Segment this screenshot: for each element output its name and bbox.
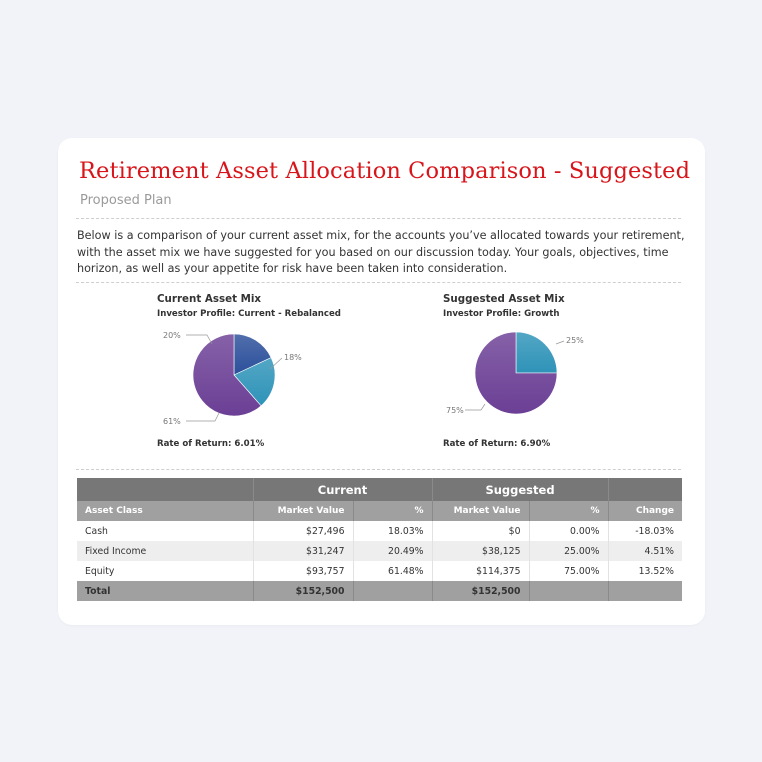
header-asset-class: Asset Class bbox=[77, 501, 253, 521]
divider bbox=[76, 282, 681, 283]
suggested-chart-title: Suggested Asset Mix bbox=[443, 293, 565, 305]
pie-label-cash: 18% bbox=[284, 353, 302, 362]
cell-suggested-percent: 0.00% bbox=[529, 521, 608, 541]
cell-current-market-value: $27,496 bbox=[253, 521, 353, 541]
table-group-spacer bbox=[77, 478, 253, 501]
table-row bbox=[77, 521, 682, 541]
cell-suggested-market-value: $0 bbox=[432, 521, 529, 541]
pie-label-fixed-income: 20% bbox=[163, 331, 181, 340]
page-subtitle: Proposed Plan bbox=[80, 193, 172, 208]
cell-suggested-market-value: $114,375 bbox=[432, 561, 529, 581]
cell-change: -18.03% bbox=[608, 521, 682, 541]
pie-label-equity: 61% bbox=[163, 417, 181, 426]
cell-change: 4.51% bbox=[608, 541, 682, 561]
suggested-investor-profile: Investor Profile: Growth bbox=[443, 309, 560, 319]
current-chart-block bbox=[157, 293, 397, 453]
cell-total-change bbox=[608, 581, 682, 601]
cell-suggested-percent: 25.00% bbox=[529, 541, 608, 561]
intro-paragraph: Below is a comparison of your current asset mix, for the accounts you’ve allocated towards your retirement, with the asset mix we have suggested for you based on our discussion today. Your goals, objectives, time horizon, as well as your appetite for risk have been taken into consideration. bbox=[77, 229, 685, 275]
report-card bbox=[58, 138, 705, 625]
cell-total-current-market-value: $152,500 bbox=[253, 581, 353, 601]
cell-suggested-percent: 75.00% bbox=[529, 561, 608, 581]
cell-asset-class: Equity bbox=[85, 565, 115, 577]
leader-line bbox=[556, 341, 564, 344]
allocation-table bbox=[77, 478, 682, 601]
leader-line bbox=[465, 404, 485, 410]
pie-label-equity: 75% bbox=[446, 406, 464, 415]
current-investor-profile: Investor Profile: Current - Rebalanced bbox=[157, 309, 341, 319]
suggested-pie-chart bbox=[443, 321, 663, 441]
cell-total-suggested-market-value: $152,500 bbox=[432, 581, 529, 601]
leader-line bbox=[186, 335, 212, 344]
current-pie-chart bbox=[157, 321, 377, 441]
header-current-market-value: Market Value bbox=[253, 501, 353, 521]
cell-current-percent: 61.48% bbox=[353, 561, 432, 581]
header-suggested-percent: % bbox=[529, 501, 608, 521]
cell-total-current-percent bbox=[353, 581, 432, 601]
table-row bbox=[77, 561, 682, 581]
group-current: Current bbox=[253, 478, 432, 501]
current-chart-title: Current Asset Mix bbox=[157, 293, 261, 305]
cell-total-suggested-percent bbox=[529, 581, 608, 601]
table-group-spacer bbox=[608, 478, 682, 501]
cell-asset-class: Fixed Income bbox=[77, 541, 253, 561]
group-suggested: Suggested bbox=[432, 478, 608, 501]
divider bbox=[76, 218, 681, 219]
pie-slice-fixed-income bbox=[516, 332, 557, 373]
cell-current-market-value: $93,757 bbox=[253, 561, 353, 581]
suggested-rate-of-return: Rate of Return: 6.90% bbox=[443, 439, 551, 449]
header-suggested-market-value: Market Value bbox=[432, 501, 529, 521]
current-rate-of-return: Rate of Return: 6.01% bbox=[157, 439, 265, 449]
cell-total-label: Total bbox=[77, 581, 253, 601]
cell-suggested-market-value: $38,125 bbox=[432, 541, 529, 561]
cell-asset-class: Cash bbox=[85, 525, 108, 537]
leader-line bbox=[186, 413, 219, 421]
pie-label-fixed-income: 25% bbox=[566, 336, 584, 345]
table-group-header bbox=[77, 478, 682, 501]
header-change: Change bbox=[608, 501, 682, 521]
table-total-row bbox=[77, 581, 682, 601]
header-current-percent: % bbox=[353, 501, 432, 521]
cell-current-market-value: $31,247 bbox=[253, 541, 353, 561]
cell-current-percent: 18.03% bbox=[353, 521, 432, 541]
divider bbox=[76, 469, 681, 470]
cell-current-percent: 20.49% bbox=[353, 541, 432, 561]
page-title: Retirement Asset Allocation Comparison - Suggested bbox=[79, 158, 691, 184]
table-row bbox=[77, 541, 682, 561]
cell-change: 13.52% bbox=[608, 561, 682, 581]
table-header-row bbox=[77, 501, 682, 521]
suggested-chart-block bbox=[443, 293, 683, 453]
